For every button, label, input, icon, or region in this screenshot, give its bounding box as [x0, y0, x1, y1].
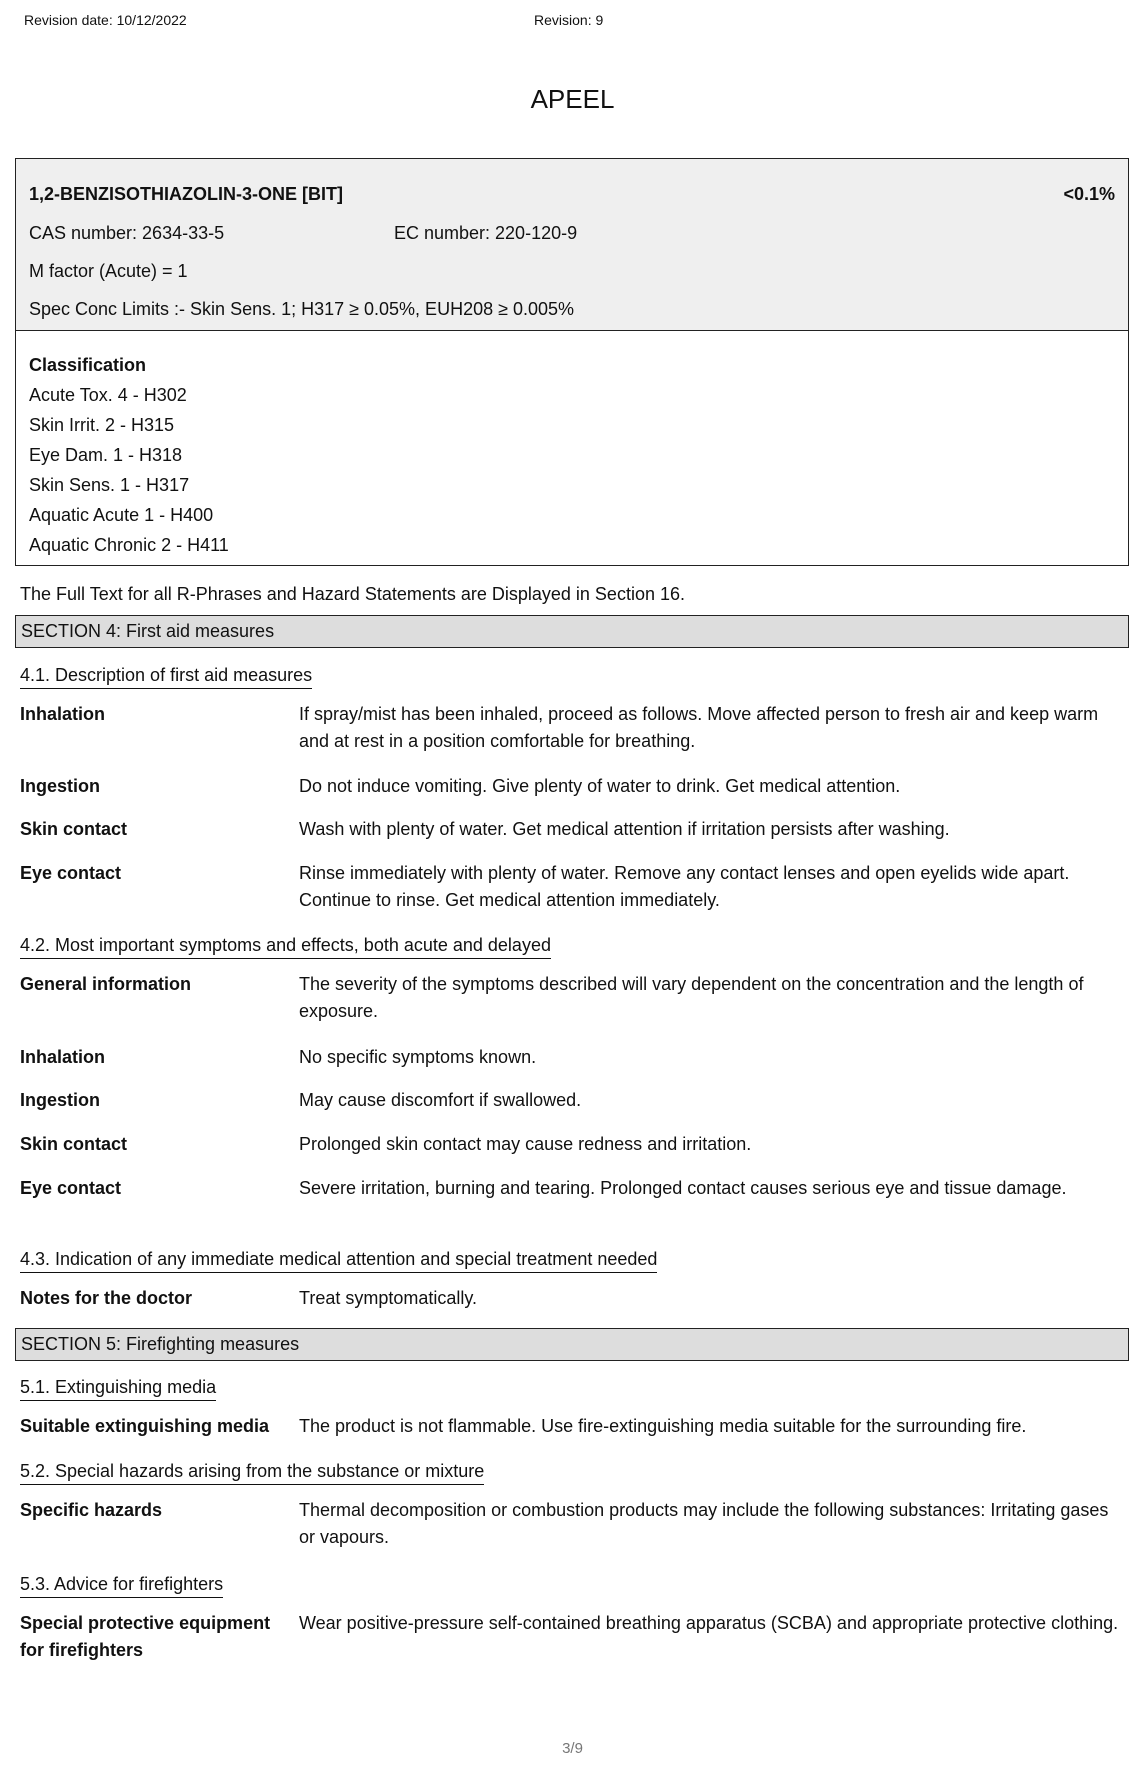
revision-number: Revision: 9	[534, 12, 604, 28]
ingredient-name: 1,2-BENZISOTHIAZOLIN-3-ONE [BIT]	[29, 184, 343, 204]
row-value: Thermal decomposition or combustion products may include the following substances: Irritating gases or vapours.	[299, 1500, 1109, 1547]
section-4-header: SECTION 4: First aid measures	[15, 615, 1129, 648]
row-value: Treat symptomatically.	[299, 1288, 478, 1308]
row-value: If spray/mist has been inhaled, proceed as follows. Move affected person to fresh air and keep warm and at rest in a position comfortable for breathing.	[299, 704, 1099, 751]
row-value: Prolonged skin contact may cause redness and irritation.	[299, 1134, 752, 1154]
document-title: APEEL	[530, 84, 615, 114]
classification-item: Aquatic Acute 1 - H400	[29, 505, 214, 525]
row-value: The product is not flammable. Use fire-extinguishing media suitable for the surrounding fire.	[299, 1416, 1027, 1436]
row-label: Eye contact	[20, 1178, 122, 1198]
row-label: Specific hazards	[20, 1500, 163, 1520]
row-label: Inhalation	[20, 1047, 105, 1067]
row-label: Suitable extinguishing media	[20, 1416, 270, 1436]
classification-item: Aquatic Chronic 2 - H411	[29, 535, 229, 555]
full-text-note: The Full Text for all R-Phrases and Hazard Statements are Displayed in Section 16.	[20, 584, 685, 604]
subsection-4-1-title: 4.1. Description of first aid measures	[20, 665, 312, 689]
classification-title: Classification	[29, 355, 147, 375]
row-value: No specific symptoms known.	[299, 1047, 537, 1067]
classification-item: Skin Sens. 1 - H317	[29, 475, 190, 495]
ingredient-box	[15, 158, 1129, 566]
revision-date: Revision date: 10/12/2022	[24, 12, 187, 28]
classification-item: Acute Tox. 4 - H302	[29, 385, 187, 405]
subsection-4-3-title: 4.3. Indication of any immediate medical attention and special treatment needed	[20, 1249, 657, 1273]
ingredient-identifiers	[16, 159, 1128, 331]
m-factor: M factor (Acute) = 1	[29, 261, 188, 281]
row-value: May cause discomfort if swallowed.	[299, 1090, 582, 1110]
ingredient-concentration: <0.1%	[1063, 184, 1115, 204]
spec-conc-limits: Spec Conc Limits :- Skin Sens. 1; H317 ≥ 0.05%, EUH208 ≥ 0.005%	[29, 299, 575, 319]
classification-item: Eye Dam. 1 - H318	[29, 445, 183, 465]
row-label: General information	[20, 974, 192, 994]
row-label: Skin contact	[20, 1134, 128, 1154]
row-label: Notes for the doctor	[20, 1288, 193, 1308]
section-5-header: SECTION 5: Firefighting measures	[15, 1328, 1129, 1361]
page-number: 3/9	[562, 1740, 583, 1757]
subsection-5-1-title: 5.1. Extinguishing media	[20, 1377, 216, 1401]
row-value: Rinse immediately with plenty of water. Remove any contact lenses and open eyelids wide apart. Continue to rinse. Get medical attention immediately.	[299, 863, 1070, 910]
row-label: Eye contact	[20, 863, 122, 883]
row-label: Inhalation	[20, 704, 105, 724]
ec-number: EC number: 220-120-9	[394, 223, 578, 243]
row-label: Special protective equipment for firefighters	[20, 1613, 271, 1660]
row-label: Ingestion	[20, 1090, 100, 1110]
subsection-5-3-title: 5.3. Advice for firefighters	[20, 1574, 223, 1598]
row-value: The severity of the symptoms described will vary dependent on the concentration and the length of exposure.	[299, 974, 1084, 1021]
classification-block	[16, 331, 1128, 565]
row-value: Wear positive-pressure self-contained breathing apparatus (SCBA) and appropriate protective clothing.	[299, 1613, 1119, 1633]
subsection-4-2-title: 4.2. Most important symptoms and effects, both acute and delayed	[20, 935, 551, 959]
row-label: Skin contact	[20, 819, 128, 839]
row-label: Ingestion	[20, 776, 100, 796]
row-value: Severe irritation, burning and tearing. Prolonged contact causes serious eye and tissue damage.	[299, 1178, 1067, 1198]
classification-item: Skin Irrit. 2 - H315	[29, 415, 175, 435]
row-value: Wash with plenty of water. Get medical attention if irritation persists after washing.	[299, 819, 950, 839]
cas-number: CAS number: 2634-33-5	[29, 223, 225, 243]
subsection-5-2-title: 5.2. Special hazards arising from the substance or mixture	[20, 1461, 484, 1485]
row-value: Do not induce vomiting. Give plenty of water to drink. Get medical attention.	[299, 776, 901, 796]
